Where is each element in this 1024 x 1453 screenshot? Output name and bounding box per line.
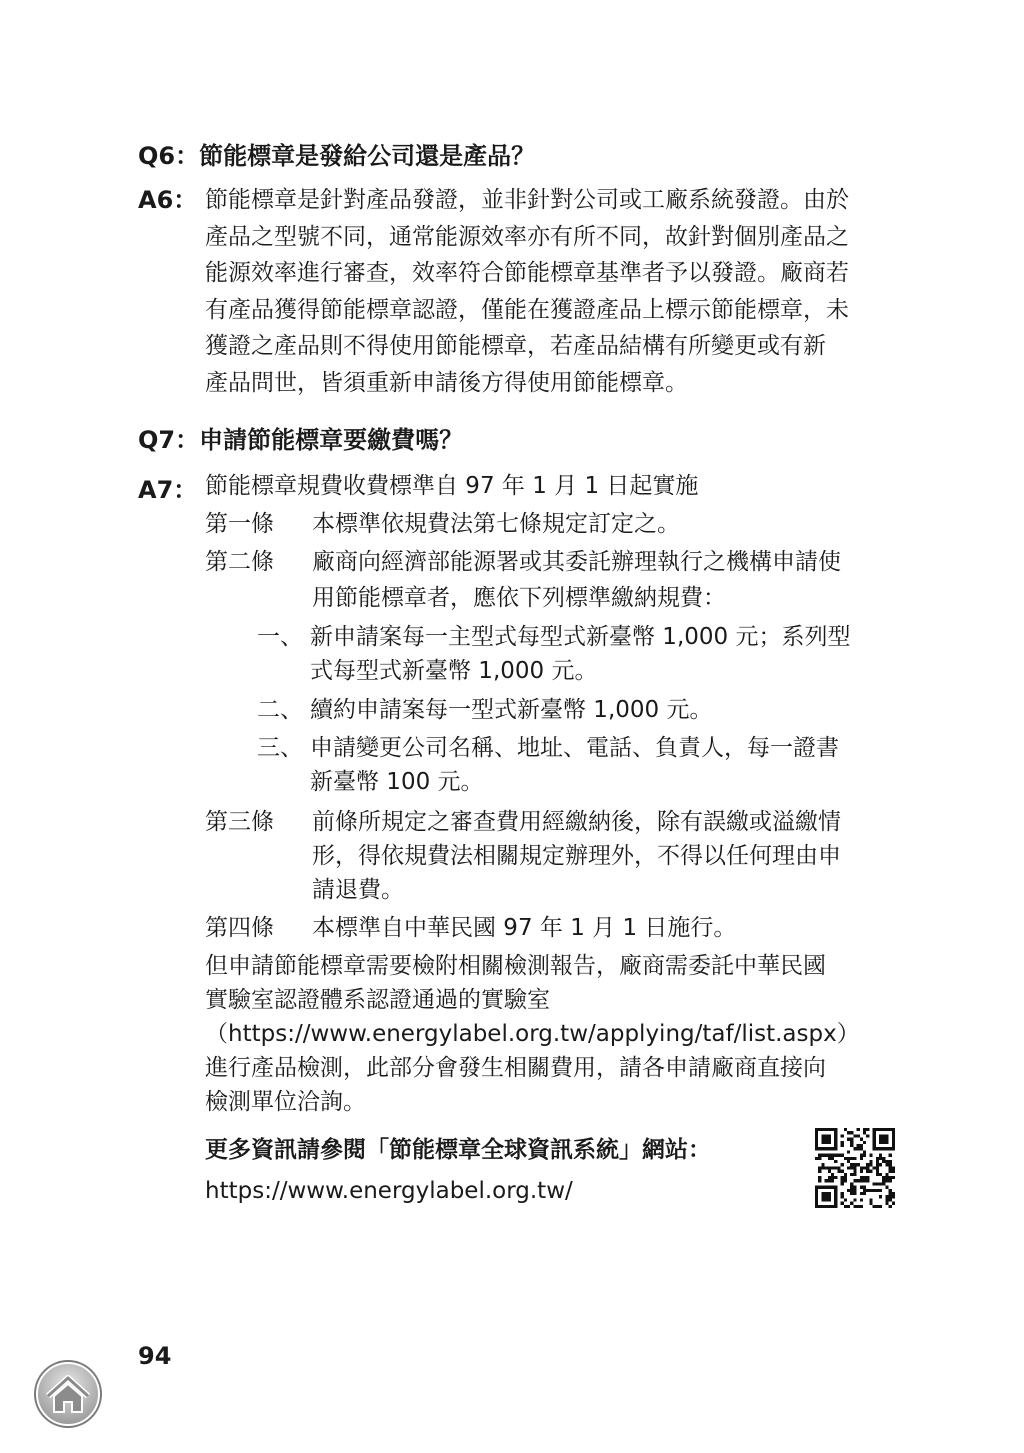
article-line: 用節能標章者，應依下列標準繳納規費： — [312, 585, 726, 611]
item-line: 新臺幣 100 元。 — [310, 769, 484, 795]
answer-label-a7: A7： — [138, 476, 198, 504]
article-title: 第二條 — [205, 549, 274, 575]
note-line: 實驗室認證體系認證通過的實驗室 — [205, 987, 550, 1013]
note-line: 進行產品檢測，此部分會發生相關費用，請各申請廠商直接向 — [205, 1055, 826, 1081]
answer-line: 有產品獲得節能標章認證，僅能在獲證產品上標示節能標章，未 — [205, 296, 849, 323]
article-title: 第三條 — [205, 809, 274, 835]
note-line: 但申請節能標章需要檢附相關檢測報告，廠商需委託中華民國 — [205, 953, 826, 979]
answer-line: 能源效率進行審查，效率符合節能標章基準者予以發證。廠商若 — [205, 260, 849, 286]
item-number: 二、 — [257, 697, 303, 723]
article-line: 廠商向經濟部能源署或其委託辦理執行之機構申請使 — [312, 549, 841, 575]
question-q6 — [138, 140, 535, 172]
item-line: 續約申請案每一型式新臺幣 1,000 元。 — [310, 697, 713, 723]
more-info-text: 更多資訊請參閱「節能標章全球資訊系統」網站： — [205, 1137, 711, 1163]
question-text: 申請節能標章要繳費嗎？ — [199, 426, 464, 454]
item-line: 申請變更公司名稱、地址、電話、負責人，每一證書 — [310, 735, 839, 761]
answer-line: 產品問世，皆須重新申請後方得使用節能標章。 — [205, 369, 688, 396]
answer-a6 — [205, 182, 945, 401]
item-line: 式每型式新臺幣 1,000 元。 — [310, 658, 598, 684]
answer-line: 產品之型號不同，通常能源效率亦有所不同，故針對個別產品之 — [205, 223, 849, 250]
article-line: 前條所規定之審查費用經繳納後，除有誤繳或溢繳情 — [312, 809, 841, 835]
question-label: Q7： — [138, 426, 200, 454]
qr-code[interactable] — [815, 1128, 895, 1208]
answer-label-a6: A6： — [138, 186, 198, 214]
question-label: Q6： — [138, 142, 200, 170]
website-link[interactable]: https://www.energylabel.org.tw/ — [205, 1178, 573, 1204]
item-line: 新申請案每一主型式每型式新臺幣 1,000 元；系列型 — [310, 624, 851, 650]
page-number: 94 — [138, 1342, 172, 1370]
note-line: 檢測單位洽詢。 — [205, 1089, 366, 1115]
article-line: 本標準自中華民國 97 年 1 月 1 日施行。 — [312, 915, 737, 941]
question-q7 — [138, 424, 463, 456]
note-line: （https://www.energylabel.org.tw/applying/taf/list.aspx） — [205, 1021, 860, 1047]
answer-a7-intro: 節能標章規費收費標準自 97 年 1 月 1 日起實施 — [205, 473, 699, 499]
question-text: 節能標章是發給公司還是產品？ — [199, 142, 536, 170]
article-line: 形，得依規費法相關規定辦理外，不得以任何理由申 — [312, 843, 841, 869]
article-line: 本標準依規費法第七條規定訂定之。 — [312, 511, 680, 537]
article-title: 第四條 — [205, 915, 274, 941]
article-line: 請退費。 — [312, 877, 404, 903]
home-icon[interactable] — [32, 1358, 104, 1430]
item-number: 一、 — [257, 624, 303, 650]
answer-line: 獲證之產品則不得使用節能標章，若產品結構有所變更或有新 — [205, 333, 826, 359]
article-title: 第一條 — [205, 511, 274, 537]
item-number: 三、 — [257, 735, 303, 761]
answer-line: 節能標章是針對產品發證，並非針對公司或工廠系統發證。由於 — [205, 187, 849, 213]
